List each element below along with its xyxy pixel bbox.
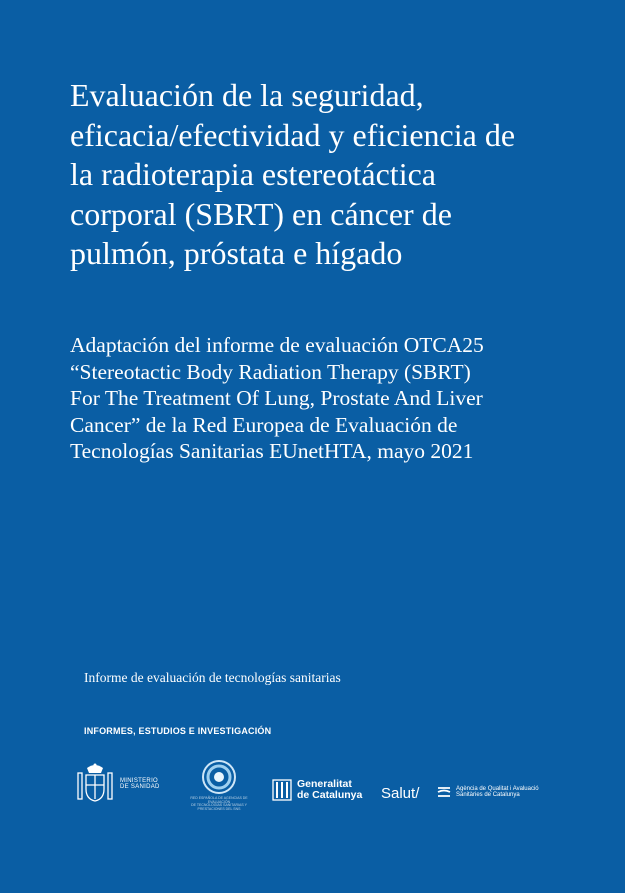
aquas-logo — [436, 785, 539, 799]
subtitle-line: Adaptación del informe de evaluación OTCA25 — [70, 333, 484, 357]
title-line: la radioterapia estereotáctica — [70, 156, 436, 192]
salut-text: Salut/ — [381, 785, 420, 802]
redets-logo — [183, 759, 255, 812]
title-line: corporal (SBRT) en cáncer de — [70, 195, 452, 232]
redets-circle-icon — [201, 759, 237, 795]
report-subtitle — [70, 332, 610, 465]
report-title — [70, 76, 610, 274]
aquas-text — [456, 786, 539, 799]
collection-label: INFORMES, ESTUDIOS E INVESTIGACIÓN — [84, 726, 272, 736]
aquas-line: Sanitàries de Catalunya — [456, 792, 520, 798]
aquas-line: Agència de Qualitat i Avaluació — [456, 785, 539, 792]
subtitle-line: Tecnologías Sanitarias EUnetHTA, mayo 2021 — [70, 439, 474, 463]
logo-strip — [0, 755, 625, 815]
redets-line: RED ESPAÑOLA DE AGENCIAS DE EVALUACIÓN — [190, 796, 248, 804]
ministerio-line: DE SANIDAD — [120, 784, 160, 790]
ministerio-text — [120, 778, 160, 791]
ministerio-sanidad-logo — [76, 763, 160, 805]
title-line: Evaluación de la seguridad, — [70, 77, 424, 113]
generalitat-emblem-icon — [272, 779, 292, 801]
redets-line: DE TECNOLOGÍAS SANITARIAS Y PRESTACIONES DEL SNS — [191, 803, 247, 812]
redets-text — [183, 797, 255, 812]
aquas-mark-icon — [436, 785, 452, 799]
generalitat-text — [297, 779, 362, 801]
subtitle-line: “Stereotactic Body Radiation Therapy (SBRT) — [70, 359, 471, 384]
salut-logo — [381, 785, 419, 802]
subtitle-line: For The Treatment Of Lung, Prostate And Liver — [70, 386, 483, 410]
generalitat-line: Generalitat — [297, 778, 352, 790]
title-line: eficacia/efectividad y eficiencia de — [70, 116, 516, 153]
ministerio-line: MINISTERIO — [120, 777, 159, 784]
generalitat-line: de Catalunya — [297, 789, 363, 802]
series-label: Informe de evaluación de tecnologías sanitarias — [84, 670, 341, 685]
generalitat-logo — [272, 779, 362, 801]
spain-coat-of-arms-icon — [76, 763, 114, 805]
title-line: pulmón, próstata e hígado — [70, 235, 403, 271]
subtitle-line: Cancer” de la Red Europea de Evaluación de — [70, 412, 458, 437]
